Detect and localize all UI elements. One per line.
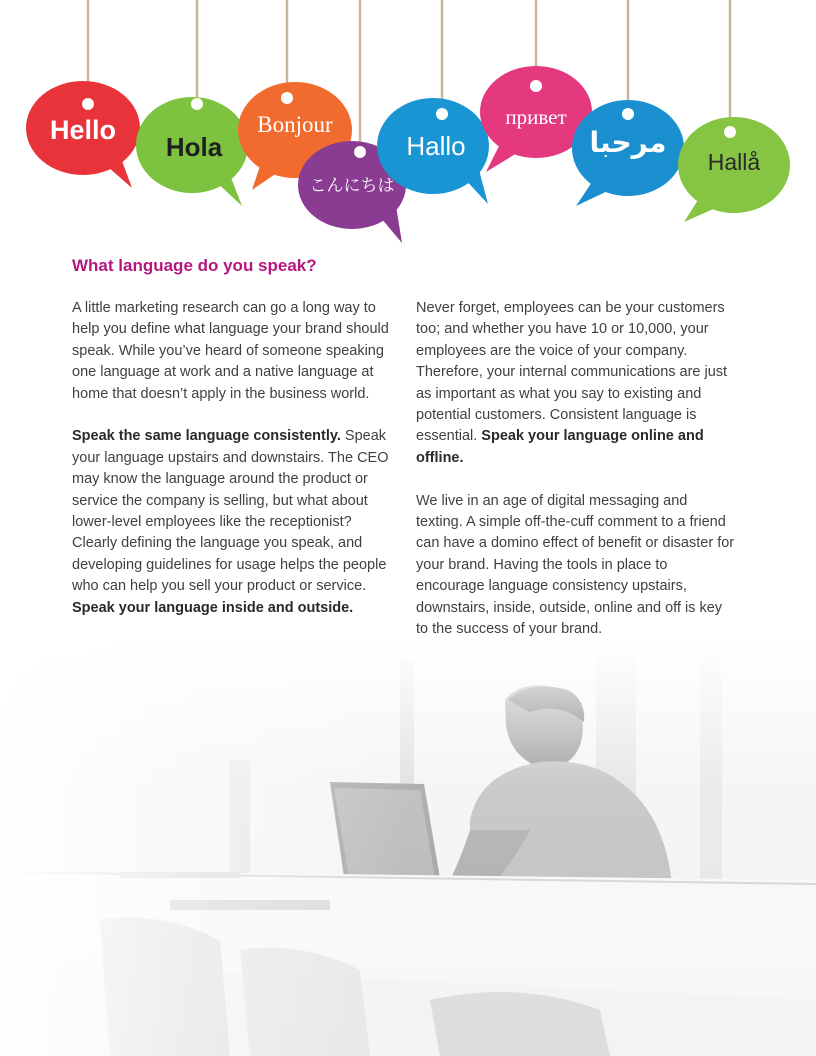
left-p2-bold-lead: Speak the same language consistently. <box>72 428 341 445</box>
bubble-hallo-text: Hallo <box>406 131 466 161</box>
right-paragraph-2: We live in an age of digital messaging and texting. A simple off-the-cuff comment to a friend can have a domino effect of benefit or disaster for your brand. Having the tools in place to encourage language consistency upstairs, downstairs, inside, outside, online and off is key to the success of your brand. <box>416 492 735 638</box>
bubble-hello-text: Hello <box>49 115 117 145</box>
left-paragraph-1: A little marketing research can go a long way to help you define what language your brand should speak. While you’ve heard of someone speaking one language at work and a native language at home that doesn’t apply in the business world. <box>72 300 389 402</box>
bubble-privet-text: привет <box>505 105 567 129</box>
bubble-bonjour-text: Bonjour <box>257 112 333 137</box>
right-paragraph-1 <box>416 298 736 469</box>
left-p2-body: Speak your language upstairs and downstairs. The CEO may know the language around the product or service the company is selling, but what about lower-level employees like the receptionist? Clearly defining the language you speak, and developing guidelines for usage helps the people who can help you sell your product or service. <box>72 428 389 595</box>
office-worker-photo <box>0 640 816 1056</box>
bubble-konnichiwa-text: こんにちは <box>309 176 395 195</box>
left-paragraph-2 <box>72 426 392 619</box>
left-p2-bold-end: Speak your language inside and outside. <box>72 599 354 616</box>
article-heading: What language do you speak? <box>72 256 317 275</box>
bubble-hello <box>26 81 140 188</box>
article-right-column <box>416 298 736 640</box>
bubble-halla <box>678 117 790 222</box>
bubble-halla-text: Hallå <box>707 149 761 175</box>
bubble-marhaba-text: مرحبا <box>589 126 667 159</box>
right-p1-bold-end: Speak your language online and offline. <box>416 428 704 466</box>
article-left-column <box>72 298 392 619</box>
bubble-marhaba <box>572 100 684 206</box>
language-bubbles-banner <box>0 0 816 245</box>
bubble-hola-text: Hola <box>165 132 223 162</box>
right-p1-body: Never forget, employees can be your customers too; and whether you have 10 or 10,000, your employees are the voice of your company. Therefore, your internal communications are just as important as what you say to existing and potential customers. Consistent language is essential. <box>416 300 728 445</box>
bubble-hola <box>136 97 248 206</box>
